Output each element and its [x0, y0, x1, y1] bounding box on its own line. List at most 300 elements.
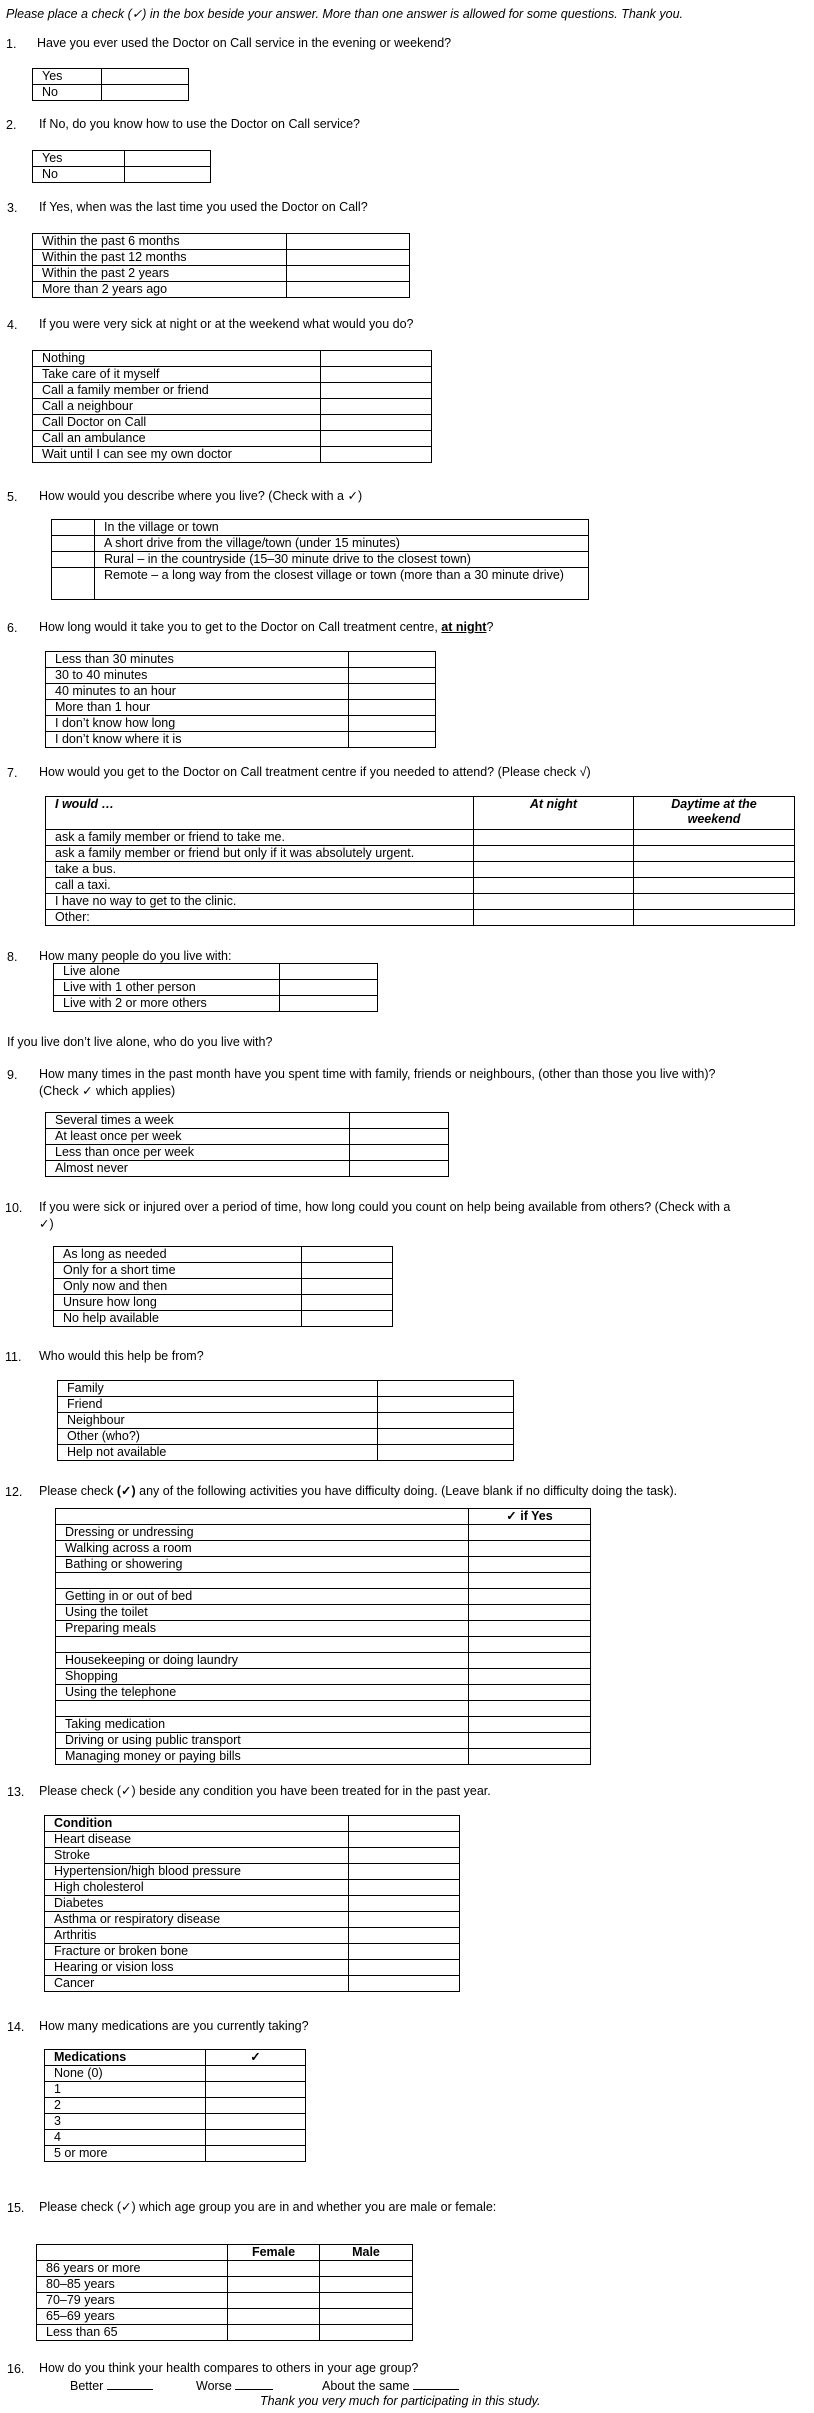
option-label: take a bus. — [46, 862, 474, 878]
q7-table — [45, 796, 795, 926]
table-row — [56, 1605, 591, 1621]
option-label: 80–85 years — [37, 2277, 228, 2293]
checkbox-cell[interactable] — [469, 1685, 591, 1701]
table-row — [56, 1557, 591, 1573]
table-row — [46, 862, 795, 878]
q6-number: 6. — [7, 621, 18, 635]
checkbox-cell[interactable] — [52, 520, 95, 536]
option-label: Using the toilet — [56, 1605, 469, 1621]
q12-number: 12. — [5, 1485, 23, 1499]
checkbox-cell[interactable] — [469, 1717, 591, 1733]
checkbox-cell[interactable] — [52, 568, 95, 600]
table-row — [46, 910, 795, 926]
checkbox-cell[interactable] — [52, 536, 95, 552]
table-row — [46, 846, 795, 862]
option-label: Preparing meals — [56, 1621, 469, 1637]
checkbox-cell[interactable] — [102, 69, 189, 85]
table-row — [46, 894, 795, 910]
table-row — [33, 383, 432, 399]
option-label: 3 — [45, 2114, 206, 2130]
checkbox-cell[interactable] — [469, 1749, 591, 1765]
table-row — [33, 250, 410, 266]
option-label: 70–79 years — [37, 2293, 228, 2309]
option-label: I don’t know where it is — [46, 732, 349, 748]
checkbox-cell[interactable] — [350, 1145, 449, 1161]
checkbox-cell[interactable] — [321, 367, 432, 383]
q14-table — [44, 2049, 306, 2162]
checkbox-cell[interactable] — [302, 1247, 393, 1263]
checkbox-cell[interactable] — [349, 1832, 460, 1848]
table-row — [45, 1944, 460, 1960]
option-label: Live alone — [54, 964, 280, 980]
q15-number: 15. — [7, 2201, 25, 2215]
checkbox-cell[interactable] — [302, 1279, 393, 1295]
closing-thanks: Thank you very much for participating in this study. — [260, 2394, 541, 2408]
checkbox-cell[interactable] — [349, 716, 436, 732]
table-row — [45, 2098, 306, 2114]
checkbox-cell[interactable] — [634, 862, 795, 878]
table-row — [33, 447, 432, 463]
condition-header: Condition — [45, 1816, 349, 1832]
option-label: Within the past 6 months — [33, 234, 287, 250]
option-label: Wait until I can see my own doctor — [33, 447, 321, 463]
checkbox-cell[interactable] — [206, 2130, 306, 2146]
q2-text: If No, do you know how to use the Doctor on Call service? — [39, 117, 360, 131]
q15-table — [36, 2244, 413, 2341]
table-row — [33, 351, 432, 367]
option-label: Live with 2 or more others — [54, 996, 280, 1012]
table-row — [37, 2325, 413, 2341]
q10-number: 10. — [5, 1201, 23, 1215]
table-row — [56, 1669, 591, 1685]
checkbox-cell[interactable] — [206, 2066, 306, 2082]
table-row — [46, 830, 795, 846]
option-label: Shopping — [56, 1669, 469, 1685]
option-label: Neighbour — [58, 1413, 378, 1429]
option-label: Rural – in the countryside (15–30 minute drive to the closest town) — [95, 552, 589, 568]
checkbox-cell[interactable] — [474, 862, 634, 878]
checkbox-cell[interactable] — [469, 1605, 591, 1621]
checkbox-cell[interactable] — [302, 1311, 393, 1327]
checkbox-cell[interactable] — [321, 431, 432, 447]
option-label: Live with 1 other person — [54, 980, 280, 996]
q16-choice-worse: Worse — [196, 2377, 273, 2395]
checkbox-cell[interactable] — [228, 2277, 320, 2293]
table-header-row — [37, 2245, 413, 2261]
option-label: I don’t know how long — [46, 716, 349, 732]
checkbox-cell[interactable] — [634, 830, 795, 846]
checkbox-cell[interactable] — [287, 250, 410, 266]
checkbox-cell[interactable] — [474, 846, 634, 862]
table-row — [56, 1621, 591, 1637]
option-label: Walking across a room — [56, 1541, 469, 1557]
option-label: Nothing — [33, 351, 321, 367]
option-label: I have no way to get to the clinic. — [46, 894, 474, 910]
table-row — [33, 431, 432, 447]
option-label: Almost never — [46, 1161, 350, 1177]
option-label: Other (who?) — [58, 1429, 378, 1445]
column-header-at-night: At night — [474, 797, 634, 830]
q16-choice-better: Better — [70, 2377, 153, 2395]
option-label: Call a neighbour — [33, 399, 321, 415]
option-label: More than 1 hour — [46, 700, 349, 716]
table-row — [46, 652, 436, 668]
checkbox-cell[interactable] — [349, 700, 436, 716]
option-label: Cancer — [45, 1976, 349, 1992]
option-label: 40 minutes to an hour — [46, 684, 349, 700]
q7-text: How would you get to the Doctor on Call treatment centre if you needed to attend? (Please check √) — [39, 765, 591, 779]
q8-followup: If you live don’t live alone, who do you live with? — [7, 1035, 273, 1049]
table-row — [56, 1685, 591, 1701]
q9-text-2: (Check ✓ which applies) — [39, 1084, 176, 1098]
q10-text-2: ✓) — [39, 1217, 54, 1231]
checkbox-cell[interactable] — [280, 980, 378, 996]
option-label: Take care of it myself — [33, 367, 321, 383]
option-label: As long as needed — [54, 1247, 302, 1263]
q1-text: Have you ever used the Doctor on Call service in the evening or weekend? — [37, 36, 452, 50]
checkbox-cell[interactable] — [349, 1944, 460, 1960]
option-label: Driving or using public transport — [56, 1733, 469, 1749]
option-label: Within the past 2 years — [33, 266, 287, 282]
checkbox-cell[interactable] — [349, 1848, 460, 1864]
option-label: 1 — [45, 2082, 206, 2098]
option-label: Dressing or undressing — [56, 1525, 469, 1541]
table-row — [46, 1129, 449, 1145]
checkbox-cell[interactable] — [349, 1896, 460, 1912]
table-row — [46, 878, 795, 894]
option-label: Call a family member or friend — [33, 383, 321, 399]
table-row — [33, 282, 410, 298]
option-label: Fracture or broken bone — [45, 1944, 349, 1960]
male-header: Male — [320, 2245, 413, 2261]
q9-number: 9. — [7, 1068, 18, 1082]
option-label: No help available — [54, 1311, 302, 1327]
checkbox-cell[interactable] — [350, 1161, 449, 1177]
instructions: Please place a check (✓) in the box beside your answer. More than one answer is allowed for some questions. Thank you. — [6, 7, 684, 21]
option-label — [56, 1573, 469, 1589]
option-label: 2 — [45, 2098, 206, 2114]
table-row — [54, 980, 378, 996]
table-row — [45, 1928, 460, 1944]
checkbox-cell[interactable] — [321, 351, 432, 367]
table-row — [54, 1263, 393, 1279]
table-row — [37, 2293, 413, 2309]
checkbox-cell[interactable] — [349, 1928, 460, 1944]
checkbox-cell[interactable] — [320, 2293, 413, 2309]
table-row — [33, 367, 432, 383]
option-label: Hearing or vision loss — [45, 1960, 349, 1976]
same-blank[interactable] — [413, 2377, 459, 2390]
checkbox-cell[interactable] — [52, 552, 95, 568]
checkbox-cell[interactable] — [206, 2114, 306, 2130]
checkbox-cell[interactable] — [378, 1429, 514, 1445]
option-label: Taking medication — [56, 1717, 469, 1733]
table-row — [33, 234, 410, 250]
option-label: More than 2 years ago — [33, 282, 287, 298]
q12-table — [55, 1508, 591, 1765]
table-row — [54, 1279, 393, 1295]
q5-text: How would you describe where you live? (Check with a ✓) — [39, 489, 363, 503]
q13-table — [44, 1815, 460, 1992]
table-header-row — [56, 1509, 591, 1525]
q1-table — [32, 68, 189, 101]
q16-choice-same: About the same — [322, 2377, 459, 2395]
table-row — [54, 964, 378, 980]
option-label: At least once per week — [46, 1129, 350, 1145]
table-row — [45, 1880, 460, 1896]
table-row-blank — [56, 1701, 591, 1717]
column-header: I would … — [46, 797, 474, 830]
checkbox-cell[interactable] — [469, 1557, 591, 1573]
table-row — [33, 415, 432, 431]
q16-number: 16. — [7, 2362, 25, 2376]
table-row — [52, 520, 589, 536]
checkbox-cell[interactable] — [469, 1669, 591, 1685]
table-row — [46, 684, 436, 700]
option-label: Less than once per week — [46, 1145, 350, 1161]
checkbox-cell[interactable] — [349, 1976, 460, 1992]
checkbox-cell[interactable] — [474, 910, 634, 926]
table-row — [37, 2309, 413, 2325]
q8-table — [53, 963, 378, 1012]
option-label: Stroke — [45, 1848, 349, 1864]
checkbox-cell[interactable] — [350, 1113, 449, 1129]
option-label: Heart disease — [45, 1832, 349, 1848]
checkbox-cell[interactable] — [287, 234, 410, 250]
checkbox-cell[interactable] — [287, 266, 410, 282]
checkbox-cell[interactable] — [469, 1589, 591, 1605]
checkbox-cell[interactable] — [228, 2325, 320, 2341]
table-row — [33, 266, 410, 282]
female-header: Female — [228, 2245, 320, 2261]
table-row — [33, 151, 211, 167]
checkbox-cell[interactable] — [349, 684, 436, 700]
table-row — [52, 536, 589, 552]
checkbox-cell[interactable] — [469, 1733, 591, 1749]
option-label: ask a family member or friend to take me. — [46, 830, 474, 846]
checkbox-cell[interactable] — [469, 1701, 591, 1717]
table-row-blank — [56, 1637, 591, 1653]
worse-blank[interactable] — [235, 2377, 273, 2390]
q16-text: How do you think your health compares to others in your age group? — [39, 2361, 419, 2375]
checkbox-cell[interactable] — [469, 1573, 591, 1589]
q6-table — [45, 651, 436, 748]
checkbox-cell[interactable] — [321, 383, 432, 399]
table-row — [45, 1896, 460, 1912]
q7-number: 7. — [7, 766, 18, 780]
table-row — [58, 1381, 514, 1397]
checkbox-cell[interactable] — [469, 1525, 591, 1541]
table-row — [45, 1976, 460, 1992]
table-row — [54, 1295, 393, 1311]
checkbox-cell[interactable] — [320, 2325, 413, 2341]
q1-number: 1. — [6, 37, 17, 51]
check-symbol: (✓) — [116, 1484, 136, 1498]
checkbox-cell[interactable] — [349, 668, 436, 684]
checkbox-cell[interactable] — [321, 415, 432, 431]
q9-table — [45, 1112, 449, 1177]
table-row — [46, 716, 436, 732]
checkbox-cell[interactable] — [321, 399, 432, 415]
checkbox-cell[interactable] — [349, 732, 436, 748]
table-row — [46, 1161, 449, 1177]
q3-table — [32, 233, 410, 298]
table-row — [56, 1541, 591, 1557]
q9-text: How many times in the past month have you spent time with family, friends or neighbours, (other than those you live with)? — [39, 1067, 716, 1081]
q5-number: 5. — [7, 490, 18, 504]
checkbox-cell[interactable] — [469, 1621, 591, 1637]
option-label: Hypertension/high blood pressure — [45, 1864, 349, 1880]
option-label: Yes — [33, 151, 125, 167]
option-label: ask a family member or friend but only if it was absolutely urgent. — [46, 846, 474, 862]
q8-text: How many people do you live with: — [39, 949, 232, 963]
option-label: Remote – a long way from the closest village or town (more than a 30 minute drive) — [95, 568, 589, 600]
option-label: 65–69 years — [37, 2309, 228, 2325]
q4-number: 4. — [7, 318, 18, 332]
table-header-row — [45, 1816, 460, 1832]
checkbox-cell[interactable] — [302, 1263, 393, 1279]
table-row — [46, 1145, 449, 1161]
table-row — [54, 1311, 393, 1327]
checkbox-cell[interactable] — [349, 1880, 460, 1896]
option-label: No — [33, 167, 125, 183]
table-row-blank — [56, 1573, 591, 1589]
q2-table — [32, 150, 211, 183]
checkbox-cell[interactable] — [474, 878, 634, 894]
table-row — [45, 2130, 306, 2146]
checkbox-cell[interactable] — [469, 1541, 591, 1557]
checkbox-cell[interactable] — [634, 846, 795, 862]
checkbox-cell[interactable] — [378, 1397, 514, 1413]
checkbox-cell[interactable] — [378, 1445, 514, 1461]
option-label: High cholesterol — [45, 1880, 349, 1896]
checkbox-cell[interactable] — [206, 2082, 306, 2098]
checkbox-cell[interactable] — [469, 1637, 591, 1653]
better-blank[interactable] — [107, 2377, 153, 2390]
medications-header: Medications — [45, 2050, 206, 2066]
checkbox-cell[interactable] — [378, 1381, 514, 1397]
option-label: Managing money or paying bills — [56, 1749, 469, 1765]
option-label: Help not available — [58, 1445, 378, 1461]
option-label: Less than 30 minutes — [46, 652, 349, 668]
checkbox-cell[interactable] — [206, 2098, 306, 2114]
option-label: 5 or more — [45, 2146, 206, 2162]
checkbox-cell[interactable] — [280, 996, 378, 1012]
checkbox-cell[interactable] — [474, 894, 634, 910]
q12-text: Please check (✓) any of the following activities you have difficulty doing. (Leave blank if no difficulty doing the task). — [39, 1484, 678, 1498]
option-label: Asthma or respiratory disease — [45, 1912, 349, 1928]
q13-text: Please check (✓) beside any condition you have been treated for in the past year. — [39, 1784, 491, 1798]
q2-number: 2. — [6, 118, 17, 132]
option-label: Call an ambulance — [33, 431, 321, 447]
option-label: Friend — [58, 1397, 378, 1413]
table-row — [33, 85, 189, 101]
q10-table — [53, 1246, 393, 1327]
q13-number: 13. — [7, 1785, 25, 1799]
q11-table — [57, 1380, 514, 1461]
checkbox-cell[interactable] — [349, 1960, 460, 1976]
q11-text: Who would this help be from? — [39, 1349, 204, 1363]
option-label: Other: — [46, 910, 474, 926]
table-row — [46, 1113, 449, 1129]
checkbox-cell[interactable] — [634, 894, 795, 910]
checkbox-cell[interactable] — [228, 2293, 320, 2309]
check-if-yes-header: ✓ if Yes — [469, 1509, 591, 1525]
table-row — [33, 399, 432, 415]
option-label: Only now and then — [54, 1279, 302, 1295]
checkbox-cell[interactable] — [125, 151, 211, 167]
checkbox-cell[interactable] — [350, 1129, 449, 1145]
checkbox-cell[interactable] — [206, 2146, 306, 2162]
table-row — [37, 2261, 413, 2277]
checkbox-cell[interactable] — [474, 830, 634, 846]
checkbox-cell[interactable] — [321, 447, 432, 463]
checkbox-cell[interactable] — [228, 2309, 320, 2325]
q8-number: 8. — [7, 950, 18, 964]
checkbox-cell[interactable] — [634, 910, 795, 926]
checkbox-cell[interactable] — [228, 2261, 320, 2277]
option-label: Diabetes — [45, 1896, 349, 1912]
checkbox-cell[interactable] — [349, 1912, 460, 1928]
table-row — [45, 1960, 460, 1976]
table-row — [46, 668, 436, 684]
table-row — [46, 700, 436, 716]
checkbox-cell[interactable] — [287, 282, 410, 298]
column-header-daytime-weekend: Daytime at the weekend — [634, 797, 795, 830]
checkbox-cell[interactable] — [320, 2309, 413, 2325]
option-label — [56, 1637, 469, 1653]
checkbox-cell[interactable] — [320, 2261, 413, 2277]
option-label: 86 years or more — [37, 2261, 228, 2277]
option-label: Only for a short time — [54, 1263, 302, 1279]
option-label: Less than 65 — [37, 2325, 228, 2341]
table-row — [54, 996, 378, 1012]
q11-number: 11. — [5, 1350, 22, 1364]
table-row — [52, 552, 589, 568]
at-night-emphasis: at night — [441, 620, 487, 634]
checkbox-cell[interactable] — [349, 652, 436, 668]
table-row — [45, 2114, 306, 2130]
option-label: Getting in or out of bed — [56, 1589, 469, 1605]
q5-table — [51, 519, 589, 600]
option-label: Unsure how long — [54, 1295, 302, 1311]
q14-text: How many medications are you currently taking? — [39, 2019, 309, 2033]
table-row — [45, 2082, 306, 2098]
q3-text: If Yes, when was the last time you used the Doctor on Call? — [39, 200, 368, 214]
option-label: A short drive from the village/town (under 15 minutes) — [95, 536, 589, 552]
checkbox-cell[interactable] — [469, 1653, 591, 1669]
q10-text: If you were sick or injured over a period of time, how long could you count on help being available from others? (Check with a — [39, 1200, 731, 1214]
option-label: In the village or town — [95, 520, 589, 536]
table-row — [56, 1525, 591, 1541]
table-row — [46, 732, 436, 748]
checkbox-cell[interactable] — [320, 2277, 413, 2293]
table-header-row — [46, 797, 795, 830]
checkbox-cell[interactable] — [125, 167, 211, 183]
checkbox-cell[interactable] — [302, 1295, 393, 1311]
table-row — [45, 2146, 306, 2162]
checkbox-cell[interactable] — [280, 964, 378, 980]
checkbox-cell[interactable] — [378, 1413, 514, 1429]
option-label — [56, 1701, 469, 1717]
checkbox-cell[interactable] — [102, 85, 189, 101]
checkbox-cell[interactable] — [634, 878, 795, 894]
checkbox-cell[interactable] — [349, 1864, 460, 1880]
option-label: No — [33, 85, 102, 101]
option-label: call a taxi. — [46, 878, 474, 894]
option-label: None (0) — [45, 2066, 206, 2082]
option-label: Yes — [33, 69, 102, 85]
